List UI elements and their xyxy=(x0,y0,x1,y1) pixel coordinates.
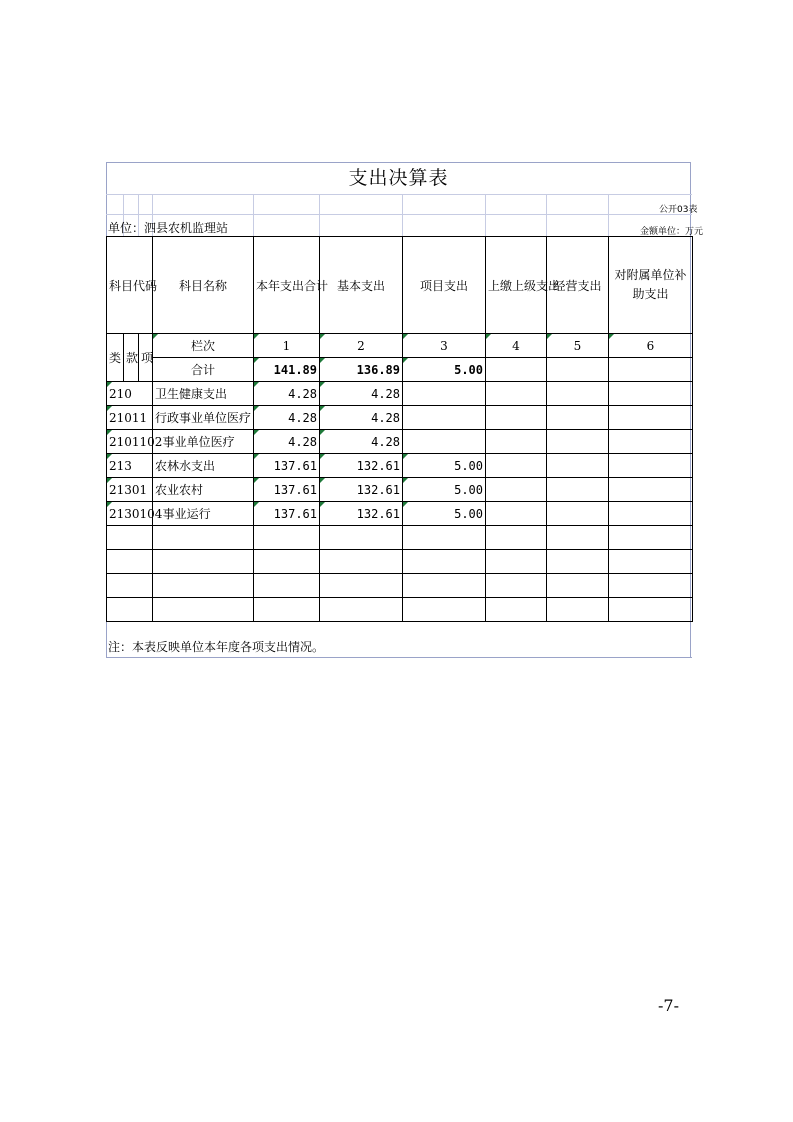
row-project xyxy=(403,406,486,430)
empty-cell xyxy=(547,550,609,574)
table-row xyxy=(107,478,693,502)
table-row xyxy=(107,406,693,430)
empty-cell xyxy=(609,598,693,622)
row-subsidy xyxy=(609,382,693,406)
table-row xyxy=(107,382,693,406)
row-project: 5.00 xyxy=(403,502,486,526)
row-total: 4.28 xyxy=(254,406,320,430)
col-index-2: 2 xyxy=(320,334,403,358)
row-project xyxy=(403,382,486,406)
empty-cell xyxy=(547,598,609,622)
total-basic: 136.89 xyxy=(320,358,403,382)
total-label: 合计 xyxy=(153,358,254,382)
empty-cell xyxy=(254,598,320,622)
total-upper xyxy=(486,358,547,382)
empty-cell xyxy=(486,526,547,550)
empty-cell xyxy=(107,550,153,574)
note-divider xyxy=(106,657,692,658)
row-name: 农业农村 xyxy=(153,478,254,502)
unit-label: 单位：泗县农机监理站 xyxy=(108,221,229,235)
row-subsidy xyxy=(609,454,693,478)
row-code: 21301 xyxy=(107,478,153,502)
col-index-3: 3 xyxy=(403,334,486,358)
row-subsidy xyxy=(609,430,693,454)
row-subsidy xyxy=(609,502,693,526)
row-code: 213 xyxy=(107,454,153,478)
amount-unit: 金额单位：万元 xyxy=(640,227,704,237)
row-total: 4.28 xyxy=(254,430,320,454)
total-total: 141.89 xyxy=(254,358,320,382)
table-row xyxy=(107,430,693,454)
row-basic: 4.28 xyxy=(320,430,403,454)
empty-cell xyxy=(486,550,547,574)
empty-row xyxy=(107,550,693,574)
empty-cell xyxy=(320,598,403,622)
header-lanci: 栏次 xyxy=(153,334,254,358)
header-subsidy: 对附属单位补助支出 xyxy=(609,237,693,334)
row-name: 卫生健康支出 xyxy=(153,382,254,406)
empty-cell xyxy=(609,574,693,598)
total-project: 5.00 xyxy=(403,358,486,382)
row-business xyxy=(547,430,609,454)
grid-line xyxy=(485,194,486,236)
col-index-6: 6 xyxy=(609,334,693,358)
empty-cell xyxy=(609,526,693,550)
row-upper xyxy=(486,502,547,526)
empty-cell xyxy=(609,550,693,574)
row-project xyxy=(403,430,486,454)
table-note: 注：本表反映单位本年度各项支出情况。 xyxy=(108,640,325,654)
row-business xyxy=(547,454,609,478)
form-number: 公开03表 xyxy=(659,205,698,215)
empty-cell xyxy=(107,598,153,622)
row-code: 2101102 xyxy=(107,430,153,454)
header-name: 科目名称 xyxy=(153,237,254,334)
table-row xyxy=(107,502,693,526)
row-upper xyxy=(486,430,547,454)
row-name: 行政事业单位医疗 xyxy=(153,406,254,430)
page-number: -7- xyxy=(658,996,679,1015)
row-business xyxy=(547,406,609,430)
row-name: 事业运行 xyxy=(153,502,254,526)
row-code: 2130104 xyxy=(107,502,153,526)
empty-row xyxy=(107,598,693,622)
empty-cell xyxy=(153,598,254,622)
empty-cell xyxy=(153,526,254,550)
table-row xyxy=(107,454,693,478)
header-lei: 类 xyxy=(107,334,124,382)
header-basic: 基本支出 xyxy=(320,237,403,334)
row-basic: 132.61 xyxy=(320,454,403,478)
grid-line xyxy=(319,194,320,236)
row-code: 21011 xyxy=(107,406,153,430)
row-basic: 132.61 xyxy=(320,502,403,526)
col-index-4: 4 xyxy=(486,334,547,358)
empty-cell xyxy=(320,574,403,598)
row-upper xyxy=(486,406,547,430)
row-total: 137.61 xyxy=(254,478,320,502)
total-row xyxy=(107,358,693,382)
header-project: 项目支出 xyxy=(403,237,486,334)
page-title: 支出决算表 xyxy=(348,167,449,189)
row-subsidy xyxy=(609,406,693,430)
empty-cell xyxy=(403,526,486,550)
empty-cell xyxy=(403,574,486,598)
empty-cell xyxy=(547,526,609,550)
empty-cell xyxy=(254,526,320,550)
header-code: 科目代码 xyxy=(107,237,153,334)
grid-line xyxy=(608,194,609,236)
empty-cell xyxy=(153,550,254,574)
row-total: 137.61 xyxy=(254,454,320,478)
empty-cell xyxy=(320,526,403,550)
grid-line xyxy=(106,214,692,215)
row-name: 农林水支出 xyxy=(153,454,254,478)
header-total: 本年支出合计 xyxy=(254,237,320,334)
row-name: 事业单位医疗 xyxy=(153,430,254,454)
col-index-1: 1 xyxy=(254,334,320,358)
empty-cell xyxy=(403,598,486,622)
row-basic: 132.61 xyxy=(320,478,403,502)
row-upper xyxy=(486,478,547,502)
grid-line xyxy=(546,194,547,236)
empty-cell xyxy=(254,550,320,574)
expenditure-table xyxy=(106,236,693,622)
row-basic: 4.28 xyxy=(320,406,403,430)
header-upper: 上缴上级支出 xyxy=(486,237,547,334)
header-kuan: 款 xyxy=(124,334,139,382)
row-total: 137.61 xyxy=(254,502,320,526)
grid-line xyxy=(253,194,254,236)
grid-line xyxy=(106,194,692,195)
row-business xyxy=(547,502,609,526)
row-upper xyxy=(486,454,547,478)
total-subsidy xyxy=(609,358,693,382)
row-upper xyxy=(486,382,547,406)
row-business xyxy=(547,382,609,406)
empty-cell xyxy=(107,574,153,598)
empty-cell xyxy=(320,550,403,574)
row-project: 5.00 xyxy=(403,478,486,502)
row-code: 210 xyxy=(107,382,153,406)
header-business: 经营支出 xyxy=(547,237,609,334)
empty-cell xyxy=(403,550,486,574)
empty-cell xyxy=(153,574,254,598)
col-index-5: 5 xyxy=(547,334,609,358)
empty-row xyxy=(107,574,693,598)
empty-cell xyxy=(486,574,547,598)
row-subsidy xyxy=(609,478,693,502)
grid-line xyxy=(402,194,403,236)
row-project: 5.00 xyxy=(403,454,486,478)
row-basic: 4.28 xyxy=(320,382,403,406)
row-business xyxy=(547,478,609,502)
empty-cell xyxy=(486,598,547,622)
empty-cell xyxy=(107,526,153,550)
empty-cell xyxy=(547,574,609,598)
empty-row xyxy=(107,526,693,550)
empty-cell xyxy=(254,574,320,598)
header-xiang: 项 xyxy=(139,334,153,382)
row-total: 4.28 xyxy=(254,382,320,406)
total-business xyxy=(547,358,609,382)
